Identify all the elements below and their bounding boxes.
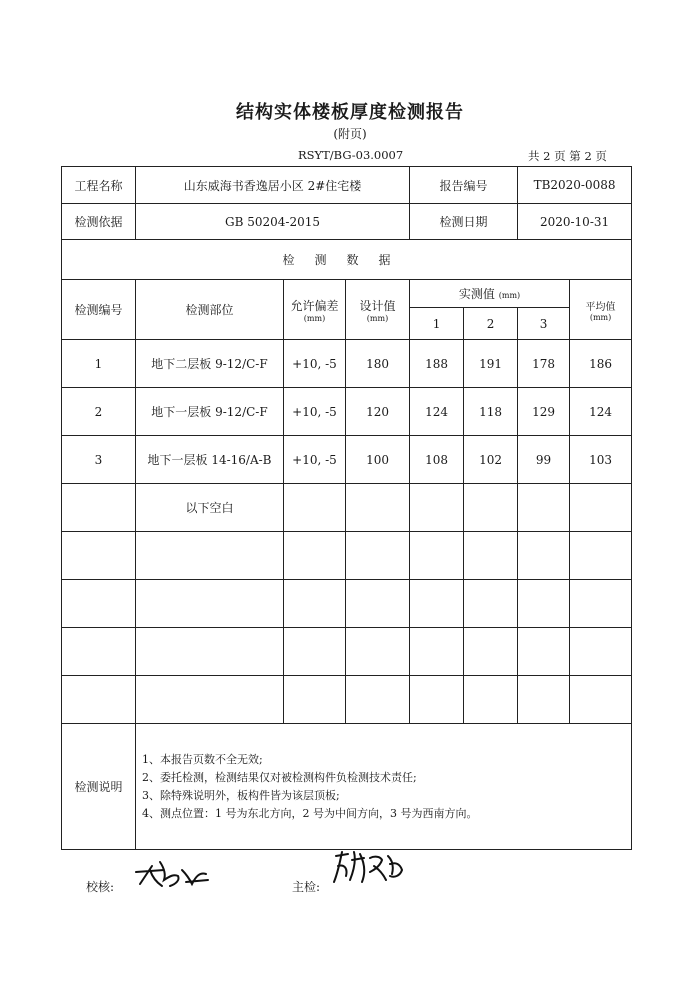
report-title: 结构实体楼板厚度检测报告 [236,102,464,123]
project-value: 山东威海书香逸居小区 2#住宅楼 [136,167,410,204]
project-label: 工程名称 [62,167,136,204]
row-location: 地下一层板 14-16/A-B [136,436,284,484]
test-date-value: 2020-10-31 [518,204,632,240]
report-subtitle: (附页) [333,127,367,141]
row-measured-2: 102 [464,436,518,484]
header-measured-3: 3 [518,308,570,340]
header-tolerance-label: 允许偏差 [290,298,339,313]
table-row-blank-note [62,484,632,532]
report-number-label: 报告编号 [410,167,518,204]
data-section-title: 检测数据 [62,240,632,280]
project-row [62,167,632,204]
table-row-empty [62,628,632,676]
row-measured-3: 129 [518,388,570,436]
data-section-header [62,240,632,280]
supervisor-signature [330,846,410,890]
row-number: 1 [62,340,136,388]
table-row [62,436,632,484]
header-design-unit: (mm) [366,313,389,323]
document-number: RSYT/BG-03.0007 [298,148,404,162]
header-measured-1: 1 [410,308,464,340]
header-average-label: 平均值 [585,301,616,313]
row-average: 124 [570,388,632,436]
header-measured [410,280,570,308]
header-tolerance-unit: (mm) [303,313,326,323]
header-average [570,280,632,340]
row-tolerance: +10, -5 [284,436,346,484]
checker-label: 校核: [86,880,115,894]
table-row-empty [62,580,632,628]
header-tolerance [284,280,346,340]
row-measured-3: 178 [518,340,570,388]
note-item: 3、除特殊说明外，板构件皆为该层顶板; [142,788,340,802]
note-item: 2、委托检测，检测结果仅对被检测构件负检测技术责任; [142,770,417,784]
row-design: 100 [346,436,410,484]
basis-row [62,204,632,240]
row-measured-3: 99 [518,436,570,484]
page-info: 共 2 页 第 2 页 [528,149,607,163]
table-row-empty [62,532,632,580]
header-location: 检测部位 [136,280,284,340]
header-measured-2: 2 [464,308,518,340]
supervisor-label: 主检: [292,880,321,894]
row-design: 180 [346,340,410,388]
notes-row [62,724,632,850]
row-location: 地下二层板 9-12/C-F [136,340,284,388]
test-date-label: 检测日期 [410,204,518,240]
row-location: 地下一层板 9-12/C-F [136,388,284,436]
report-table [61,166,632,850]
table-row [62,388,632,436]
header-measured-label: 实测值 [458,287,495,301]
notes-cell [136,724,632,850]
table-row-empty [62,676,632,724]
header-average-unit: (mm) [589,312,612,322]
row-average: 186 [570,340,632,388]
row-tolerance: +10, -5 [284,388,346,436]
header-design [346,280,410,340]
basis-value: GB 50204-2015 [136,204,410,240]
row-number: 3 [62,436,136,484]
report-number-value: TB2020-0088 [518,167,632,204]
row-measured-1: 108 [410,436,464,484]
checker-signature [130,858,220,894]
row-average: 103 [570,436,632,484]
blank-note: 以下空白 [136,484,284,532]
row-tolerance: +10, -5 [284,340,346,388]
row-measured-1: 124 [410,388,464,436]
row-design: 120 [346,388,410,436]
row-measured-1: 188 [410,340,464,388]
row-number: 2 [62,388,136,436]
header-test-number: 检测编号 [62,280,136,340]
row-measured-2: 191 [464,340,518,388]
notes-label: 检测说明 [62,724,136,850]
basis-label: 检测依据 [62,204,136,240]
header-measured-unit: (mm) [498,291,521,300]
header-design-label: 设计值 [359,298,396,313]
table-row [62,340,632,388]
row-measured-2: 118 [464,388,518,436]
note-item: 1、本报告页数不全无效; [142,752,263,766]
note-item: 4、测点位置：1 号为东北方向，2 号为中间方向，3 号为西南方向。 [142,806,478,820]
column-header-row-1 [62,280,632,308]
